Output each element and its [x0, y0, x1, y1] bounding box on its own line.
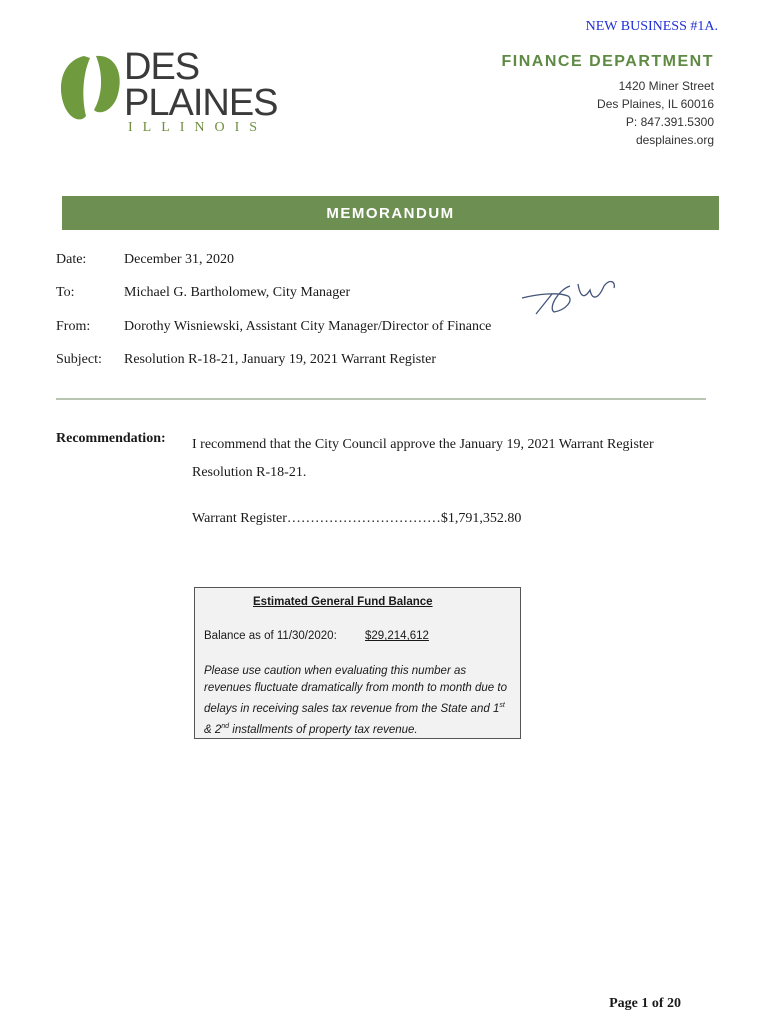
section-divider	[56, 398, 706, 400]
department-city: Des Plaines, IL 60016	[597, 97, 714, 111]
page-number: Page 1 of 20	[609, 996, 681, 1011]
signature-initials-icon	[518, 272, 624, 322]
recommendation-text: I recommend that the City Council approve the January 19, 2021 Warrant Register Resolution R-18-21.	[192, 437, 654, 480]
warrant-register-amount: Warrant Register……………………………$1,791,352.80	[192, 511, 522, 526]
from-label: From:	[56, 319, 91, 334]
fund-box-title: Estimated General Fund Balance	[253, 596, 433, 608]
fund-note-part2: & 2	[204, 723, 222, 736]
logo-text-illinois: ILLINOIS	[128, 120, 268, 135]
agenda-tag: NEW BUSINESS #1A.	[585, 19, 718, 34]
memorandum-banner	[62, 196, 719, 230]
department-phone: P: 847.391.5300	[625, 115, 714, 129]
recommendation-label: Recommendation:	[56, 431, 166, 446]
memorandum-title: MEMORANDUM	[326, 204, 455, 222]
department-name: FINANCE DEPARTMENT	[501, 53, 714, 70]
subject-label: Subject:	[56, 352, 102, 367]
fund-note-sup1: st	[499, 702, 505, 709]
fund-caution-note	[204, 663, 514, 739]
from-value: Dorothy Wisniewski, Assistant City Manager/Director of Finance	[124, 319, 492, 334]
fund-note-sup2: nd	[221, 722, 230, 730]
department-website: desplaines.org	[635, 133, 714, 147]
fund-note-part3: installments of property tax revenue.	[229, 723, 418, 736]
date-value: December 31, 2020	[124, 252, 235, 267]
logo-text-plaines: PLAINES	[124, 82, 278, 124]
fund-note-part1: Please use caution when evaluating this number as revenues fluctuate dramatically from month to month due to delays in receiving sales tax revenue from the State and 1	[204, 665, 507, 715]
logo-text-des: DES	[124, 46, 200, 88]
general-fund-balance-box	[194, 587, 521, 739]
fund-balance-label: Balance as of 11/30/2020:	[204, 630, 337, 642]
date-label: Date:	[56, 252, 87, 267]
fund-balance-value: $29,214,612	[365, 630, 429, 642]
department-address-block	[502, 53, 714, 149]
to-label: To:	[56, 285, 75, 300]
department-street: 1420 Miner Street	[618, 79, 714, 93]
to-value: Michael G. Bartholomew, City Manager	[124, 285, 351, 300]
subject-value: Resolution R-18-21, January 19, 2021 Warrant Register	[124, 352, 437, 367]
